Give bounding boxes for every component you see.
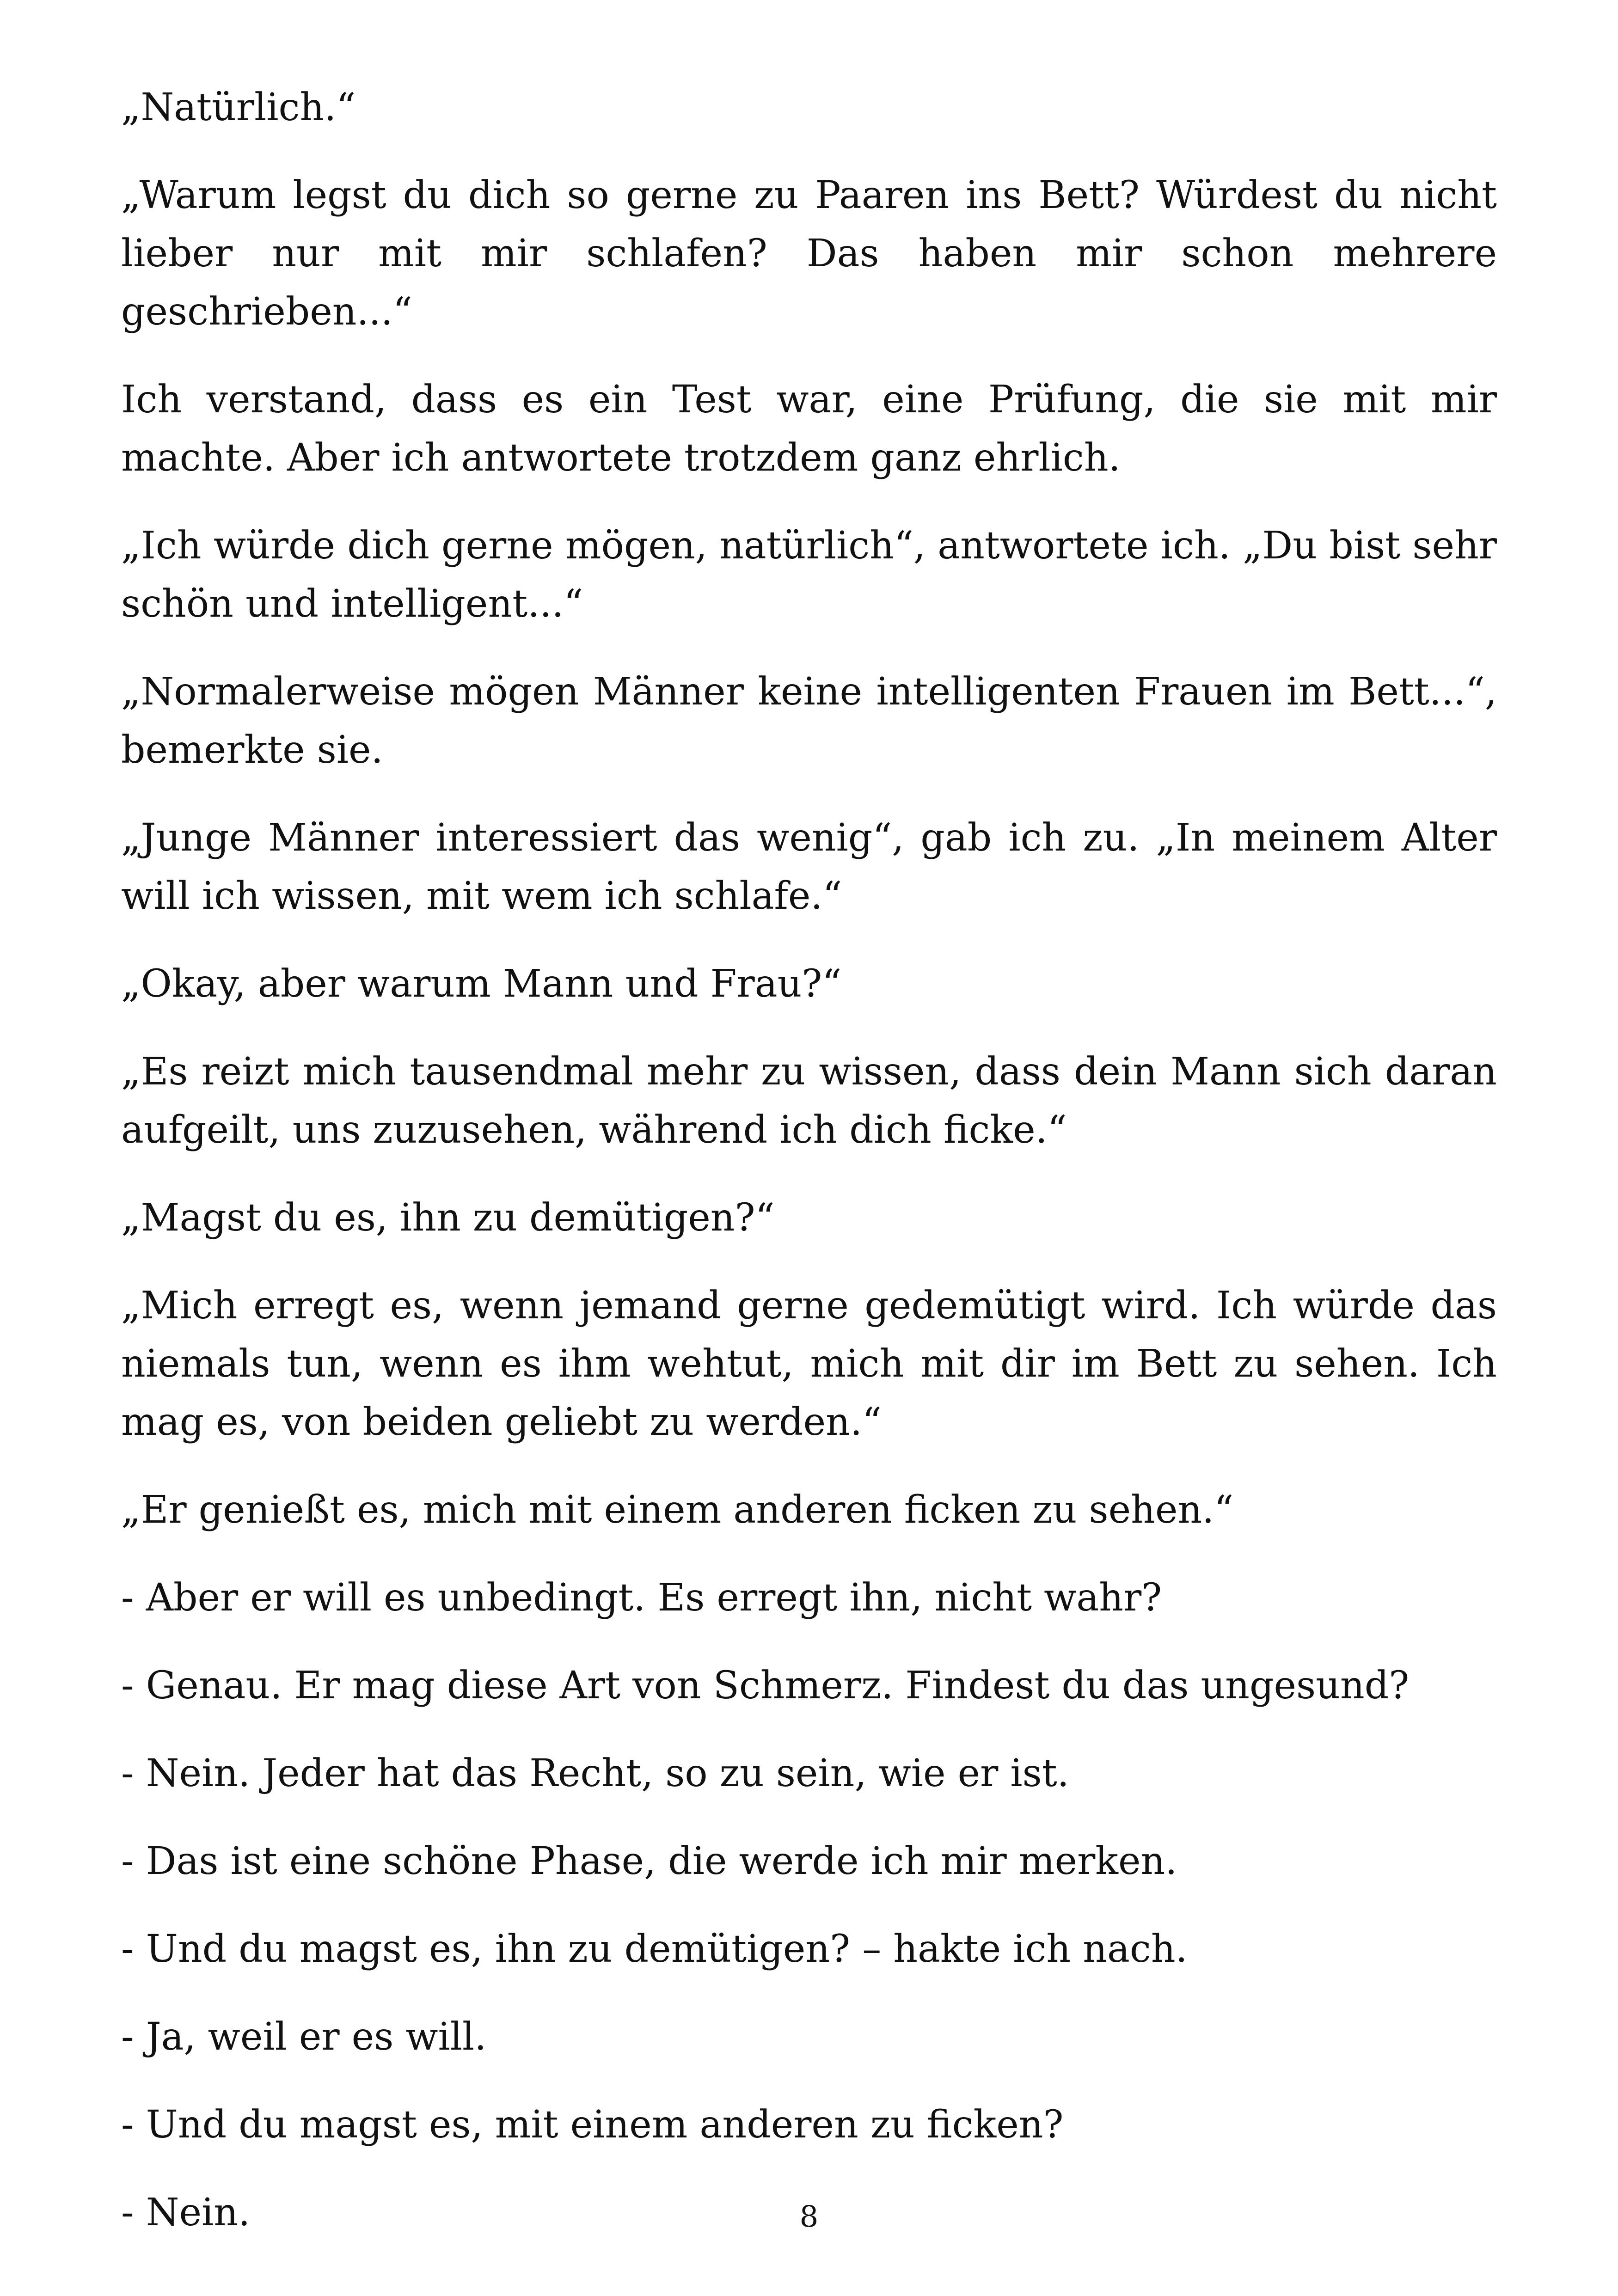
paragraph-18: - Und du magst es, mit einem anderen zu ficken? xyxy=(121,2103,1064,2147)
paragraph-16: - Und du magst es, ihn zu demütigen? – hakte ich nach. xyxy=(121,1927,1188,1971)
body-text xyxy=(121,79,1497,2272)
paragraph-7: „Okay, aber warum Mann und Frau?“ xyxy=(121,962,842,1006)
paragraph-13: - Genau. Er mag diese Art von Schmerz. Findest du das ungesund? xyxy=(121,1664,1410,1708)
paragraph-6: „Junge Männer interessiert das wenig“, gab ich zu. „In meinem Alter will ich wissen, mit wem ich schlafe.“ xyxy=(121,816,1497,918)
paragraph-19: - Nein. xyxy=(121,2191,251,2235)
paragraph-9: „Magst du es, ihn zu demütigen?“ xyxy=(121,1196,775,1240)
paragraph-14: - Nein. Jeder hat das Recht, so zu sein, wie er ist. xyxy=(121,1751,1069,1795)
paragraph-10: „Mich erregt es, wenn jemand gerne gedemütigt wird. Ich würde das niemals tun, wenn es ihm wehtut, mich mit dir im Bett zu sehen. Ich mag es, von beiden geliebt zu werden.“ xyxy=(121,1284,1497,1444)
paragraph-15: - Das ist eine schöne Phase, die werde ich mir merken. xyxy=(121,1839,1177,1883)
paragraph-2: „Warum legst du dich so gerne zu Paaren ins Bett? Würdest du nicht lieber nur mit mir schlafen? Das haben mir schon mehrere geschrieben...“ xyxy=(121,173,1497,334)
paragraph-11: „Er genießt es, mich mit einem anderen ficken zu sehen.“ xyxy=(121,1488,1234,1532)
paragraph-5: „Normalerweise mögen Männer keine intelligenten Frauen im Bett...“, bemerkte sie. xyxy=(121,670,1497,772)
paragraph-3: Ich verstand, dass es ein Test war, eine Prüfung, die sie mit mir machte. Aber ich antwortete trotzdem ganz ehrlich. xyxy=(121,378,1497,480)
page-number: 8 xyxy=(799,2200,819,2234)
paragraph-1: „Natürlich.“ xyxy=(121,86,356,129)
paragraph-4: „Ich würde dich gerne mögen, natürlich“, antwortete ich. „Du bist sehr schön und intelligent...“ xyxy=(121,524,1497,626)
paragraph-17: - Ja, weil er es will. xyxy=(121,2015,487,2059)
paragraph-12: - Aber er will es unbedingt. Es erregt ihn, nicht wahr? xyxy=(121,1576,1162,1620)
paragraph-8: „Es reizt mich tausendmal mehr zu wissen, dass dein Mann sich daran aufgeilt, uns zuzusehen, während ich dich ficke.“ xyxy=(121,1050,1497,1152)
